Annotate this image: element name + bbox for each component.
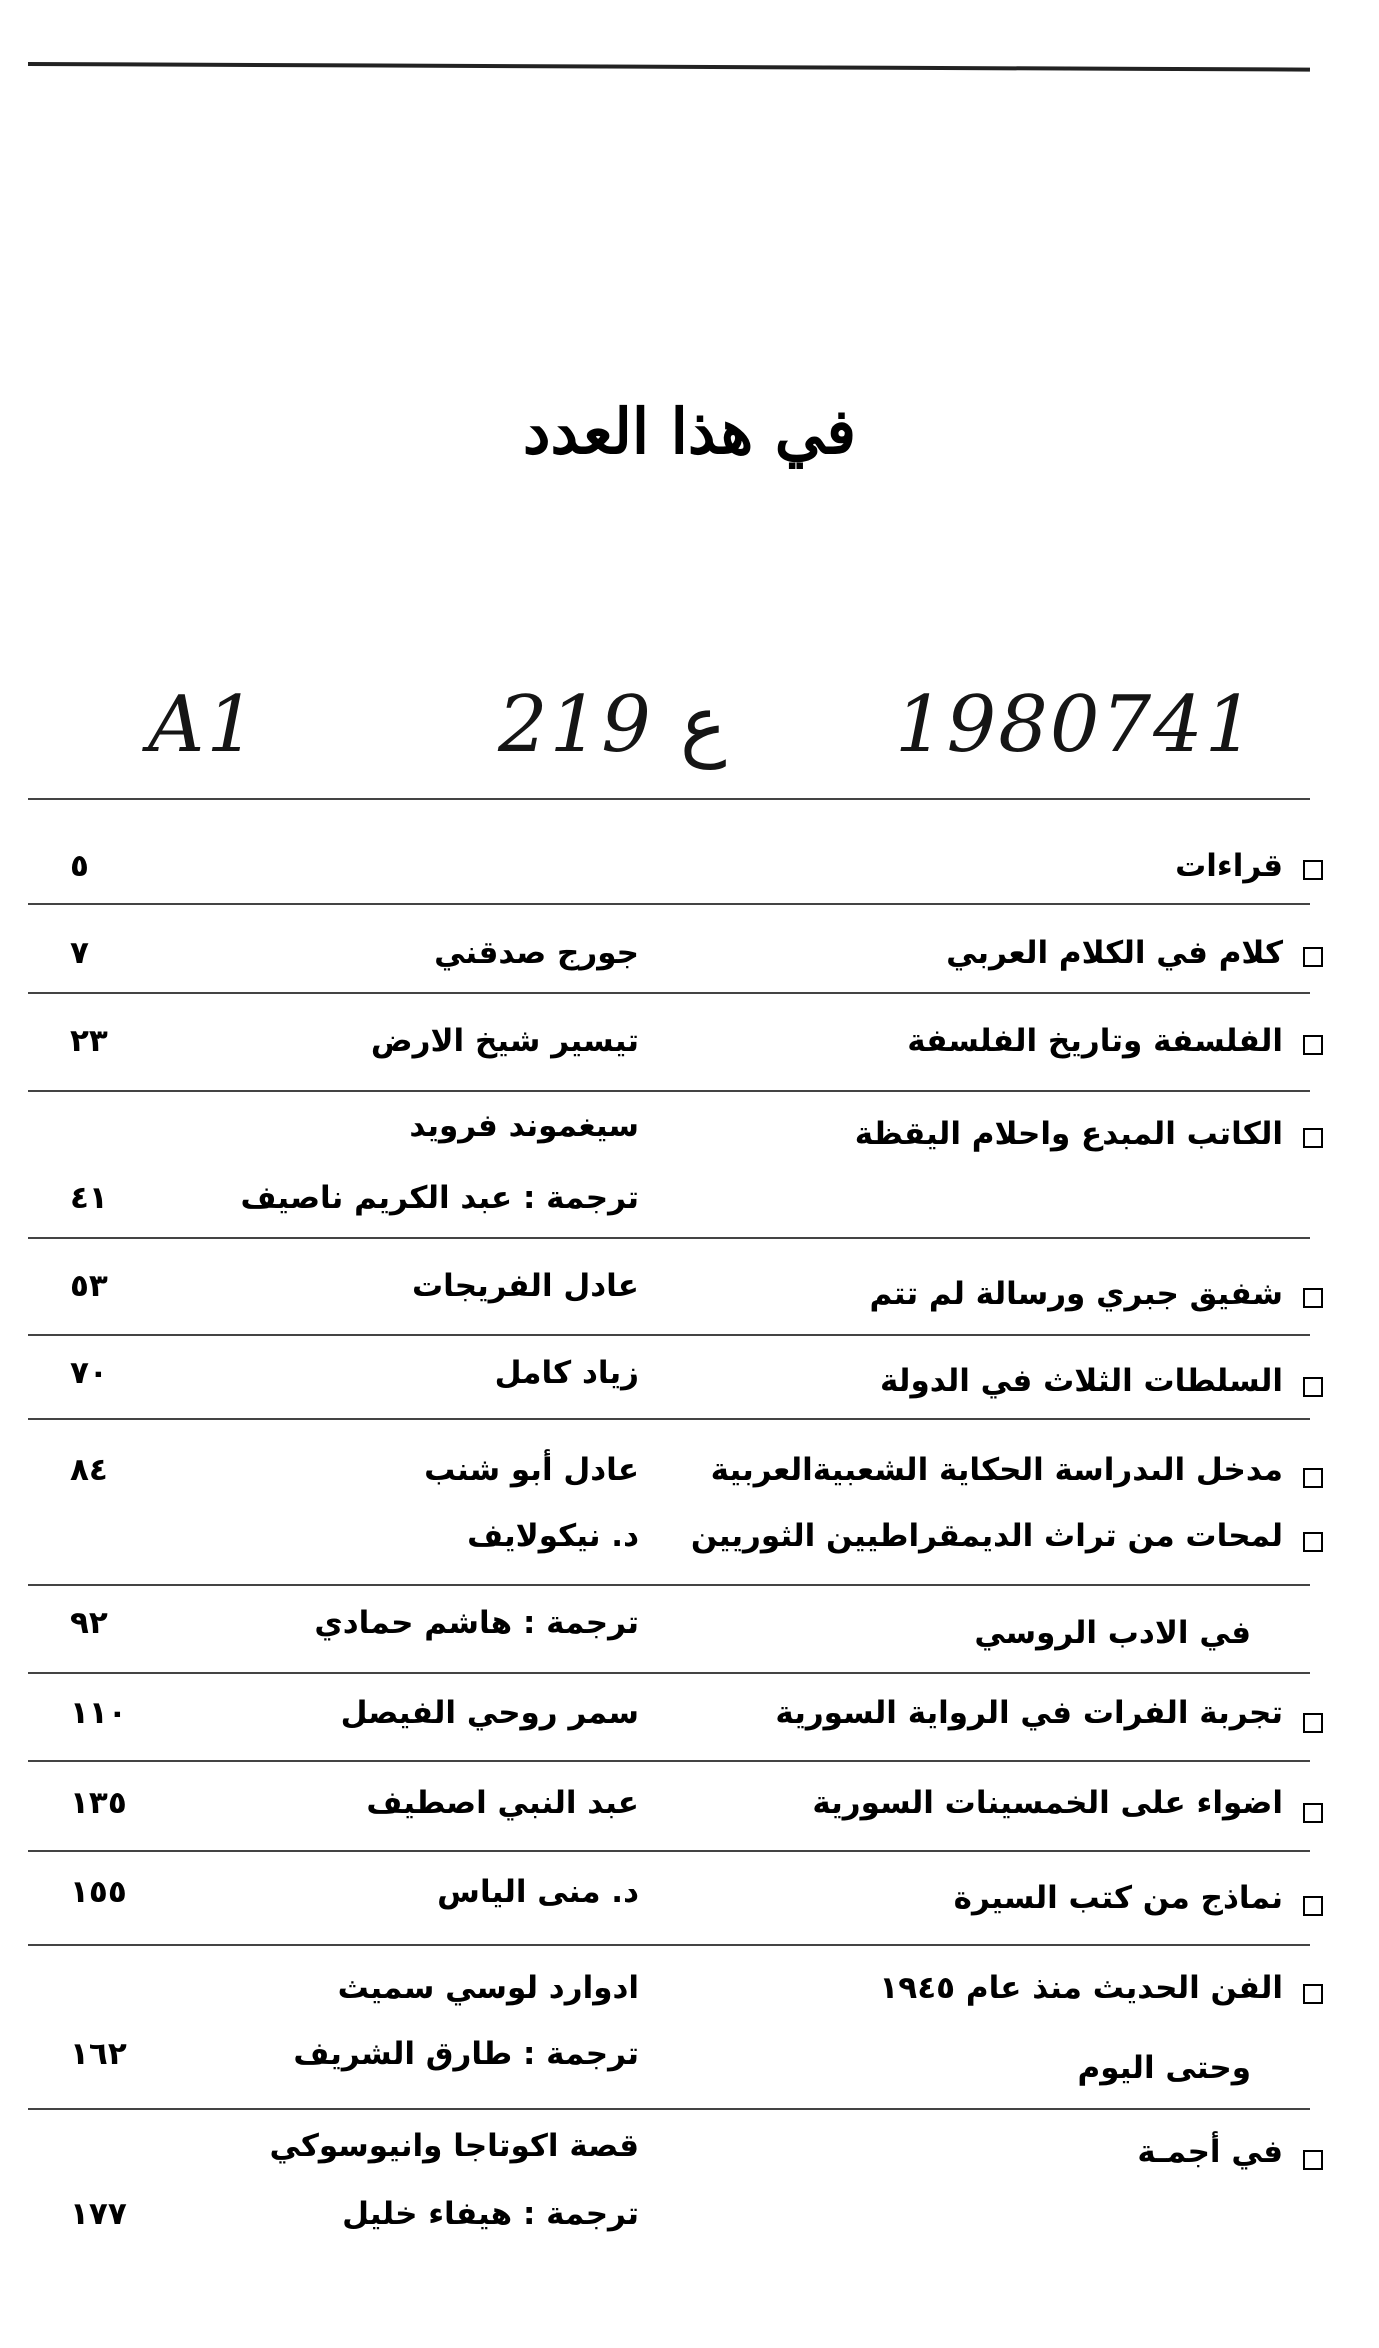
entry-page: ١٣٥ bbox=[70, 1785, 127, 1821]
entry-page: ٥٣ bbox=[70, 1268, 108, 1304]
entry-author: سمر روحي الفيصل bbox=[340, 1695, 639, 1731]
entry-title: الفن الحديث منذ عام ١٩٤٥ bbox=[879, 1970, 1283, 2006]
separator bbox=[28, 1944, 1310, 1946]
entry-translator: ترجمة : طارق الشريف bbox=[293, 2036, 639, 2072]
entry-title: تجربة الفرات في الرواية السورية bbox=[775, 1695, 1283, 1731]
separator bbox=[28, 1418, 1310, 1420]
page-title: في هذا العدد bbox=[522, 395, 857, 468]
entry-page: ١٥٥ bbox=[70, 1874, 127, 1910]
entry-author: د. منى الياس bbox=[437, 1874, 639, 1910]
checkbox-icon bbox=[1303, 1803, 1323, 1823]
entry-title: اضواء على الخمسينات السورية bbox=[812, 1785, 1283, 1821]
separator bbox=[28, 1334, 1310, 1336]
entry-author: زياد كامل bbox=[494, 1355, 639, 1391]
entry-title: مدخل الىدراسة الحكاية الشعبيةالعربية bbox=[710, 1452, 1283, 1488]
entry-title-continued: في الادب الروسي bbox=[974, 1615, 1251, 1651]
entry-page: ١١٠ bbox=[70, 1695, 127, 1731]
entry-title: الكاتب المبدع واحلام اليقظة bbox=[854, 1116, 1283, 1152]
checkbox-icon bbox=[1303, 1288, 1323, 1308]
entry-author: سيغموند فرويد bbox=[409, 1108, 639, 1144]
handwritten-letter: ع bbox=[680, 680, 727, 770]
entry-author: ادوارد لوسي سميث bbox=[337, 1970, 639, 2006]
entry-page: ٢٣ bbox=[70, 1023, 108, 1059]
checkbox-icon bbox=[1303, 1035, 1323, 1055]
entry-title: نماذج من كتب السيرة bbox=[953, 1880, 1283, 1916]
entry-translator: ترجمة : هاشم حمادي bbox=[314, 1605, 639, 1641]
entry-title: في أجمـة bbox=[1137, 2134, 1283, 2170]
entry-author: جورج صدقني bbox=[434, 935, 639, 971]
checkbox-icon bbox=[1303, 1532, 1323, 1552]
entry-author: عبد النبي اصطيف bbox=[366, 1785, 639, 1821]
separator bbox=[28, 2108, 1310, 2110]
separator bbox=[28, 992, 1310, 994]
separator bbox=[28, 1672, 1310, 1674]
checkbox-icon bbox=[1303, 947, 1323, 967]
entry-title: قراءات bbox=[1175, 848, 1283, 884]
checkbox-icon bbox=[1303, 1377, 1323, 1397]
top-rule bbox=[28, 62, 1310, 72]
entry-author: عادل أبو شنب bbox=[424, 1452, 639, 1488]
entry-author: عادل الفريجات bbox=[411, 1268, 639, 1304]
entry-page: ٤١ bbox=[70, 1180, 108, 1216]
separator bbox=[28, 1237, 1310, 1239]
entry-page: ٥ bbox=[70, 848, 89, 884]
separator bbox=[28, 1090, 1310, 1092]
handwritten-code-a1: A1 bbox=[148, 680, 258, 770]
entry-author: قصة اكوتاجا وانيوسوكي bbox=[269, 2128, 639, 2164]
entry-page: ٧ bbox=[70, 935, 89, 971]
entry-page: ١٦٢ bbox=[70, 2036, 127, 2072]
checkbox-icon bbox=[1303, 1896, 1323, 1916]
checkbox-icon bbox=[1303, 860, 1323, 880]
entry-author: د. نيكولايف bbox=[467, 1518, 639, 1554]
separator bbox=[28, 1850, 1310, 1852]
checkbox-icon bbox=[1303, 1984, 1323, 2004]
checkbox-icon bbox=[1303, 2150, 1323, 2170]
entry-page: ٩٢ bbox=[70, 1605, 108, 1641]
separator bbox=[28, 798, 1310, 800]
separator bbox=[28, 903, 1310, 905]
entry-title: الفلسفة وتاريخ الفلسفة bbox=[907, 1023, 1283, 1059]
entry-title-continued: وحتى اليوم bbox=[1077, 2050, 1251, 2086]
entry-title: لمحات من تراث الديمقراطيين الثوريين bbox=[690, 1518, 1283, 1554]
separator bbox=[28, 1584, 1310, 1586]
checkbox-icon bbox=[1303, 1128, 1323, 1148]
entry-page: ١٧٧ bbox=[70, 2196, 127, 2232]
entry-translator: ترجمة : هيفاء خليل bbox=[342, 2196, 639, 2232]
separator bbox=[28, 1760, 1310, 1762]
entry-page: ٧٠ bbox=[70, 1355, 108, 1391]
entry-page: ٨٤ bbox=[70, 1452, 108, 1488]
entry-title: السلطات الثلاث في الدولة bbox=[880, 1363, 1283, 1399]
entry-translator: ترجمة : عبد الكريم ناصيف bbox=[240, 1180, 639, 1216]
checkbox-icon bbox=[1303, 1468, 1323, 1488]
checkbox-icon bbox=[1303, 1713, 1323, 1733]
handwritten-serial: 1980741 bbox=[895, 680, 1257, 770]
entry-author: تيسير شيخ الارض bbox=[370, 1023, 639, 1059]
entry-title: شفيق جبري ورسالة لم تتم bbox=[869, 1276, 1283, 1312]
entry-title: كلام في الكلام العربي bbox=[946, 935, 1283, 971]
handwritten-number-219: 219 bbox=[498, 680, 653, 770]
